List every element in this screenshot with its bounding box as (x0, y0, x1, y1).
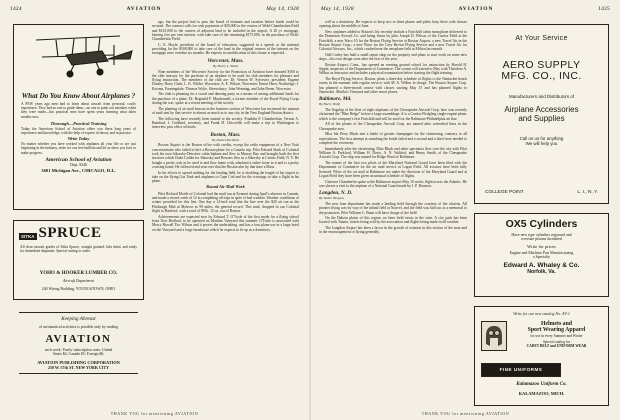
aero-name1: AERO SUPPLY (502, 59, 581, 71)
aero-call1: Call on us for anything (519, 136, 564, 141)
byline-boston: By Daniel Rochford (212, 137, 239, 142)
ad-airplanes-text2: No matter whether you have worked with airplanes all your life or are just beginning in the industry, write for our free bulletin and let us show you how to make progress. (21, 142, 136, 155)
ad-aero-supply (474, 24, 609, 204)
ad-airplanes-dept: Dept. 8246 (70, 162, 87, 167)
aero-loc-right: L. I., N. Y. (577, 190, 598, 195)
ad-american-school-aviation (13, 24, 144, 210)
subscription-magazine: AVIATION (45, 333, 112, 345)
ad-airplanes-school: American School of Aviation (45, 156, 112, 163)
paragraph: New airplanes added to Boston's list recently include a Fairchild cabin monoplane delivered to the Dominion Aircraft Co. and being flown by pilot Joseph D. Wilson of the Curtiss Field at the Fairchild; a new Waco 10 for the Boston Flying Service at Boston Airport, a new Travel Air in the Boston Airport Corp.; a new Waco for the Grey Brown Flying Service and a new Travel Air for Colonial Airways, Inc., which crashed near the aeroplane field at Milton last month. (319, 29, 467, 52)
paragraph: On the Dakota plains of this region, no finer field exists in the state. A city park has been located with Tanner, tickets being sold by the association and flights being made in all weather. (319, 216, 467, 225)
biplane-illustration (14, 25, 144, 85)
helmets-city: KALAMAZOO, MICH. (518, 391, 565, 396)
left-page-date: May 14, 1928 (266, 6, 299, 12)
divider (19, 373, 138, 374)
helmets-sub2: CADET BELT and UNIFORM WEAR (526, 344, 587, 348)
ad-airplanes-subhead1: Thorough—Practical Training (50, 120, 107, 126)
byline-worcester: By Harry L. Wood (213, 63, 238, 68)
aero-tagline: At Your Service (515, 35, 568, 42)
spruce-brand-pre: SITKA (21, 234, 35, 239)
ox5-headline: OX5 Cylinders (505, 218, 578, 230)
subscription-rate2: States $4; Canada $5; Foreign $6. (52, 352, 105, 356)
paragraph: Boston Airport is the Boston office with credits, except the radio equipment of a New York concessionaire who failed to hire a Boston plane for a Canada trip. Pilot Edward Stark of Colonial took his own Sikorsky-Detroiter cabin biplane and flew to Murray Bay and brought back the first invoices which Duke Goldie for Sikorsky and Bostons flew in a Sikorsky at Curtiss Field, N. Y. He bought a pretty rock as he used to and flew home with, admitted a rather loose to it and is a pretty crossing home. He followed and sent over that the Boston also by that time a Mass. (152, 143, 299, 169)
section-title-baltimore: Baltimore, Md. (319, 96, 352, 103)
section-title-boston: Boston, Mass. (210, 131, 241, 138)
paragraph: In his efforts to spread nothing for the landing field, he is doubling the length of his airport to take on the flying Gas Tank and airplanes to Cape Cod and for the crossings to take a flight in his plane. (152, 170, 299, 184)
helmets-title3: for use in every Summer and Winter (530, 334, 583, 338)
spruce-logo (19, 226, 102, 240)
paragraph: Nine members of the Worcester Society for the Promotion of Aviation have donated $100 to the club treasury for the purchase of an airplane to be used for club members for pleasure and flying instruction. The members of the club are: Dr. Vernon W. Sylvester, president; Eugene Donley, Harry Clark, L. K. Wilder, Worcester; A. E. Wilson, Worcester; Ernest Hern, Northridge; J. Koruna, Farmingdale; Thomas Wylie, Shrewsbury; John Wenning, and John Breen, Worcester. (152, 69, 299, 91)
right-page-date: May 14, 1928 (321, 6, 354, 12)
section-title-air-mail: Round Air Mail Work (206, 184, 245, 190)
spruce-company: YOHO & HOOKER LUMBER CO. (39, 271, 118, 276)
aero-call2: We will help you (525, 141, 558, 146)
ad-airplanes-subhead2: Write Today (67, 136, 90, 142)
aero-product2: and Supplies (518, 114, 565, 123)
helmets-sub1: Special catalog for (543, 340, 570, 344)
aero-name2: MFG. CO., INC. (501, 70, 582, 82)
paragraph: The Langdon Airport has been a factor in the growth of aviation in this section of the state and in the encouragement of flying generally. (319, 226, 467, 235)
subscription-heading: Keeping Abreast (61, 316, 96, 322)
aero-location (485, 190, 598, 195)
paragraph: The club is planning for a social and dancing party as a means of raising additional funds for the purchase of a plane. Dr. Reginald F. Macdonnell, a former member of the Royal Flying Corps during the war, spoke at a recent meeting of the society. (152, 92, 299, 106)
paragraph: Pilot Richard Mottle of Colonial had the mail run at Kennett during April's absence in Canada, and made a record week of 14 in completing all trips in spite of bad weather. Weather conditions of winter prevailed for this line. One day a 14-inch total that the line over the $20 air run as the Pittsburgh Mail at Melrose as 99 miles, the general record. This mail, dropped in our Colonial flight to Hartford, with a total of 98 lb. 12 oz. out of Boston. (152, 191, 299, 213)
right-page-header (321, 6, 610, 16)
left-page-number: 1424 (10, 6, 22, 12)
left-editorial-column (152, 20, 299, 408)
section-title-worcester: Worcester, Mass. (207, 57, 244, 64)
paragraph: Odd Curley has built a small repair shop on the property and plans to start work on some new ships—his own design soon after the first of the year. (319, 52, 467, 62)
subscription-rate1: each week. Yearly subscription rates: United (44, 348, 113, 352)
helmets-top: Write for our new catalog No. AV-1 (513, 311, 570, 316)
ad-ox5-cylinders (474, 213, 609, 297)
subscription-company: AVIATION PUBLISHING CORPORATION (37, 360, 120, 365)
ox5-line4: Engine and Machine Part Manufacturing (509, 251, 574, 255)
helmet-drawing (482, 322, 506, 350)
left-page-header (10, 6, 299, 16)
helmets-title2: Sport Wearing Apparel (527, 327, 586, 333)
ox5-line5: a Specialty (532, 255, 551, 259)
right-page-footer: THANK YOU for mentioning AVIATION (421, 411, 510, 416)
aero-loc-left: COLLEGE POINT (485, 190, 524, 195)
helmets-company: Kalamazoo Uniform Co. (516, 382, 567, 387)
right-page-title: AVIATION (458, 6, 494, 12)
left-page-footer: THANK YOU for mentioning AVIATION (110, 411, 199, 416)
ad-airplanes-body: A FEW years ago men had to learn about aircraft from personal, costly experience. They had no one to guide them—no one to point out mistakes when they were made—but practical men have spent years learning what takes months now. (21, 102, 136, 119)
right-page-number: 1425 (598, 6, 610, 12)
ox5-line3: Write for prices (527, 244, 556, 249)
spruce-body: All clear aircraft grades of Sitka Spruce, straight grained, kiln dried, and ready for immediate shipment. Special cutting to order. (20, 245, 137, 254)
paragraph: Boston Airport, Conn., has opened an evening ground school for instruction by Harold H. Sipple, inspector of the Department of Commerce. The course will extend to May with Theodore A. Wilbur as instructor and includes a physical examination before starting the flight training. (319, 62, 467, 76)
aero-desc: Manufacturers and Distributors of (509, 94, 574, 99)
kalamazoo-logo: FINE UNIFORMS (481, 363, 561, 377)
ox5-city: Norfolk, Va. (527, 269, 556, 275)
ad-sitka-spruce (13, 220, 144, 300)
paragraph: ago, but the project had to pass the board of estimate and taxation before funds could be secured. The contract calls for cash payments of $50,000 to the owners of Wold-Chamberlain Field and $125,000 to the owners of adjacent land to be included in the airport. A 20 yr. mortgage, bearing five per cent interest, with take care of the remaining $175,000, in the purchase of Wold-Chamberlain Field. (152, 20, 299, 42)
paragraph: All of the planes of the Chesapeake Aircraft Corp. are named after watershed lines in the Chesapeake area. (319, 122, 467, 131)
aviator-helmet-icon (481, 321, 507, 351)
paragraph: The Boyd Flying Service, Boston, plans a three-day schedule of flights to the Nantucket beach towns in the summer with regular service, with M. A. Wilbur in charge. The Boston Airport Corp. has planned a three-month course with classes starting May 15 and has planned flights to Nantucket, Martha's Vineyard and other resort places. (319, 77, 467, 95)
section-title-langdon: Langdon, N. D. (319, 190, 353, 197)
ox5-line1: Have new type cylinders reground and (511, 233, 572, 237)
paragraph: Miss Ida Perry Black met a battle of greater champagne for the christening, contrary to all expectations. The first attempt at smashing the bottle failed and a second and a third were needed to complete the ceremony. (319, 132, 467, 145)
ad-airplanes-address: 3601 Michigan Ave., CHICAGO, ILL. (41, 167, 116, 173)
paragraph: The names of the first two pilots of the Maryland National Guard have been filed with the Department of Commerce for the air mail service at Logan Field. All aviators have been fully licensed. Pilots of the air mail at Baltimore are under the direction of the Maryland Guard and at Logan Field they have been given an unusual schedule of flights. (319, 160, 467, 178)
byline-baltimore: By Harry Wolfe (319, 102, 341, 107)
paragraph: The following have recently been named to the society: Franklin F. Chamberlain, Vernon A. Bamford, J. Goddard, secretary, and Frank H. Chicoville will make a trip to Washington to interview post office officials. (152, 116, 299, 130)
subscription-address: 250 W. 57th ST. NEW YORK CITY (47, 365, 110, 370)
subscription-text: of aeronautical activities is possible only by reading (39, 325, 118, 329)
helmets-title1: Helmets and (540, 321, 573, 327)
spruce-brand: SPRUCE (38, 225, 102, 241)
left-page (0, 0, 309, 420)
divider (19, 312, 138, 313)
right-page (311, 0, 620, 420)
paragraph: will as a dormitory. He expects to keep two or three planes and pilots busy there with classes opening about the middle of June. (319, 20, 467, 29)
paragraph: The new loan department has made a landing field through the courtesy of the citizens. All pioneer flying was by way of the inland field at Nouvel, and the field was laid out as a memorial to the promoters. Pilot William C. Bunn will have charge of the field. (319, 201, 467, 215)
aero-product1: Airplane Accessories (504, 105, 579, 114)
spruce-dept: Aircraft Department (63, 279, 94, 283)
paragraph: The planting of air mail beacon in the business section of Worcester has increased the amount of mail sent by that service to almost as much as to any city in the New England Boston district. (152, 106, 299, 116)
ox5-company: Edward A. Whaley & Co. (503, 262, 580, 269)
paragraph: Clarence Chamberlin spoke at the Baltimore airport May 10 on his flight across the Atlantic. He was shown a visit to the airplane of a National Guard made by J. P. Dormon. (319, 179, 467, 188)
ad-airplanes-headline: What Do You Know About Airplanes ? (21, 92, 136, 100)
byline-langdon: By Walter Burgess (319, 196, 344, 201)
ad-subscription (13, 310, 144, 406)
paragraph: The flagship of the fleet of eight airplanes of the Chesapeake Aircraft Corp. here was recently christened the "Blue Ridge" before a large assemblage. It is a Curtiss-Fledgling single-engine plane, which is the company's first Fairchild and will be used for the Baltimore-Philadelphia air line. (319, 108, 467, 121)
spruce-address: 240 Wiring Building, YOUNGSTOWN, OHIO (41, 287, 116, 291)
left-page-title: AVIATION (126, 6, 162, 12)
helmets-title-block (509, 321, 604, 348)
ox5-line2: oversize pistons furnished (521, 237, 562, 241)
paragraph: C. E. Hoyle, president of the board of education, suggested in a speech at the national providing for the $500,000 to take care of the land in the original owners of the interest on the mortgage were overdue six months. He expects no modification of this clause is expected. (152, 42, 299, 56)
right-editorial-column (319, 20, 467, 408)
paragraph: Achievements are expected now by Edward T. O'Toole of the first made for a flying school from New Bedford, to be operated on Marthas Vineyard this summer. O'Toole is associated with Morry Howell Tisc Wilson and it proves the undertaking, and has a four plane use in a large hotel on the Vineyard and a large farmhouse which he expects to fit up as a dormitory. (152, 214, 299, 232)
paragraph: Immediately after the christening, Miss Black and other spectators flew over the city with Pilot William A. Parkford, William H. Davis, A. N. Waldorf, and Henry Smith, of the Chesapeake Aircraft Corp. The ship was named for Ridge Ward of Baltimore. (319, 146, 467, 160)
ad-airplanes-text1: Today the American School of Aviation offers you these long years of experience and knowledge, with the help of experts in theory and in practice. (21, 126, 136, 136)
ad-kalamazoo-helmets (474, 306, 609, 406)
